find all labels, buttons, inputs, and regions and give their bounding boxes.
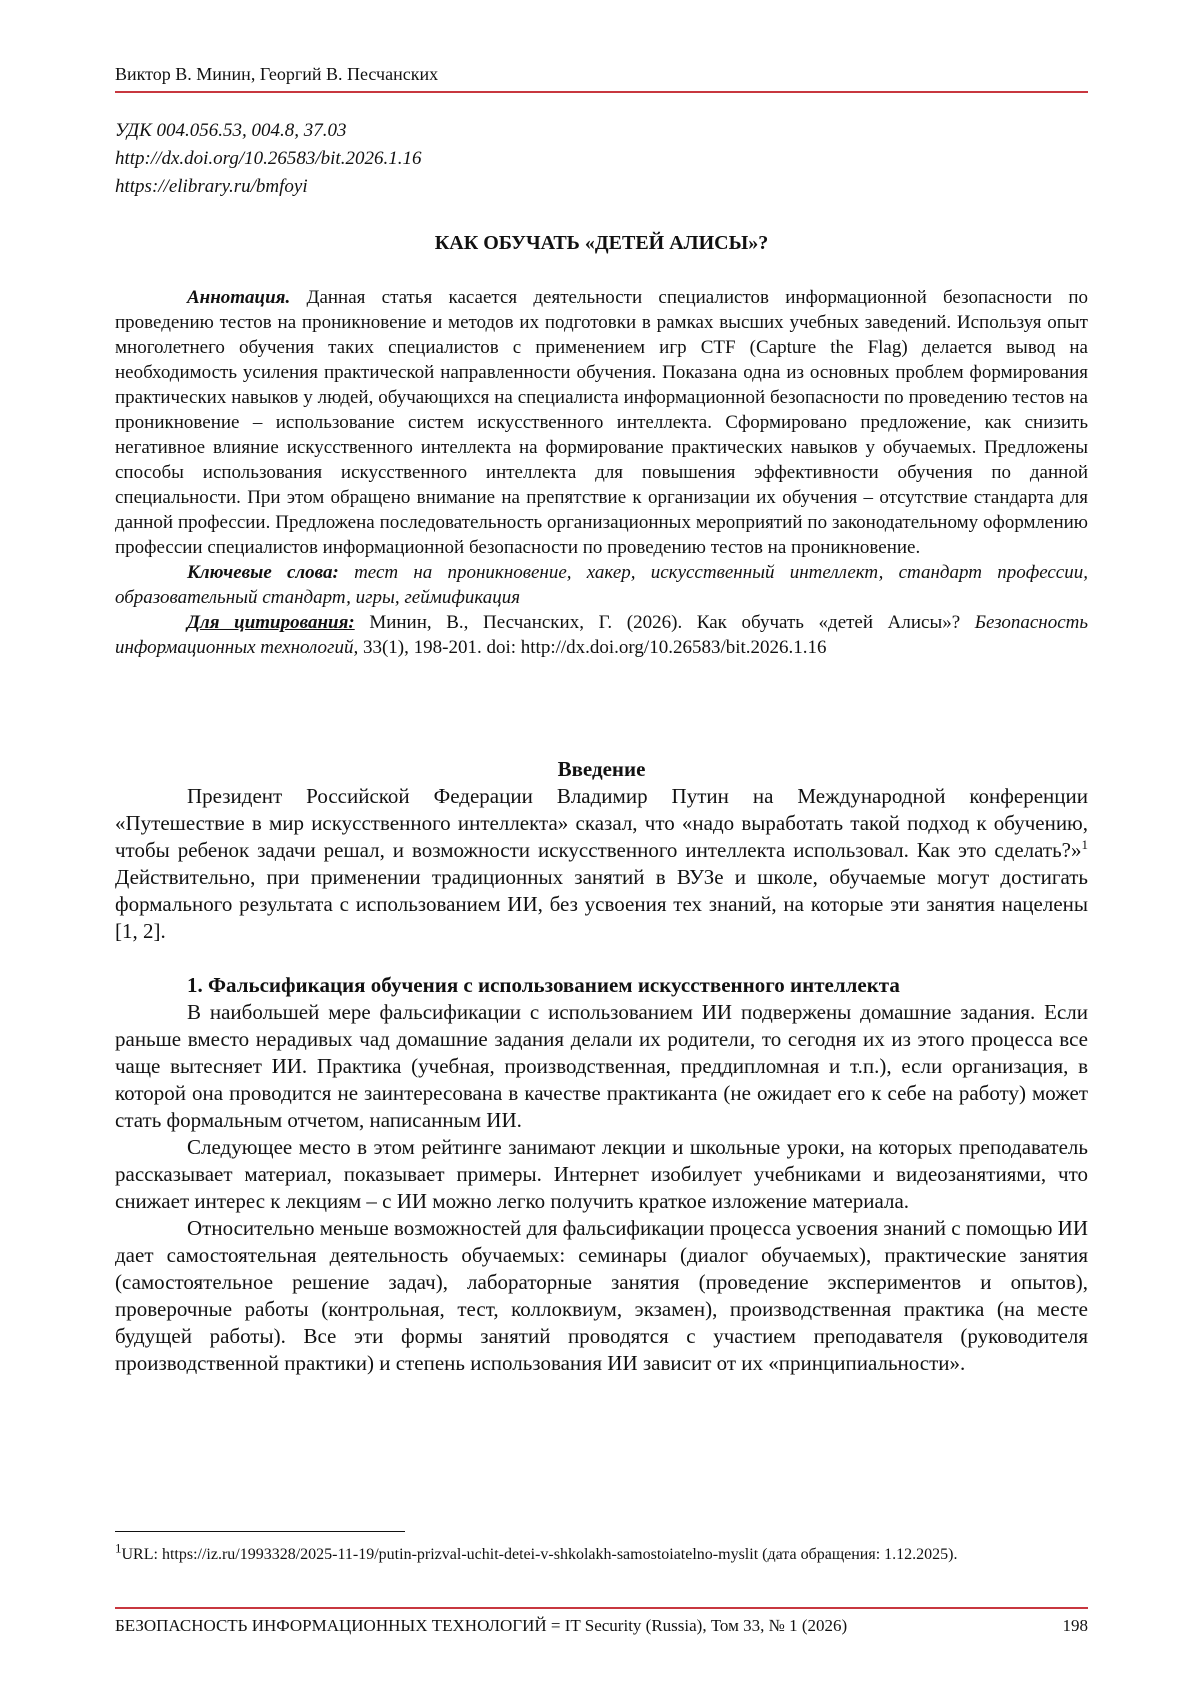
footnote-reference[interactable]: 1 bbox=[1081, 837, 1088, 852]
abstract-block bbox=[115, 285, 1088, 660]
elibrary-link[interactable]: https://elibrary.ru/bmfoyi bbox=[115, 176, 308, 197]
page-number: 198 bbox=[1062, 1616, 1088, 1635]
abstract-text: Данная статья касается деятельности специалистов информационной безопасности по проведению тестов на проникновение и методов их подготовки в рамках высших учебных заведений. Используя опыт многолетнего обучения таких специалистов с применением игр CTF (Capture the Flag) делается вывод на необходимость усиления практической направленности обучения. Показана одна из основных проблем формирования практических навыков у людей, обучающихся на специалиста информационной безопасности по проведению тестов на проникновение – использование систем искусственного интеллекта. Сформировано предложение, как снизить негативное влияние искусственного интеллекта на формирование практических навыков у обучаемых. Предложены способы использования искусственного интеллекта для повышения эффективности обучения по данной специальности. При этом обращено внимание на препятствие к организации их обучения – отсутствие стандарта для данной профессии. Предложена последовательность организационных мероприятий по законодательному оформлению профессии специалистов информационной безопасности по проведению тестов на проникновение. bbox=[115, 287, 1088, 558]
keywords-text: тест на проникновение, хакер, искусственный интеллект, стандарт профессии, образовательный стандарт, игры, геймификация bbox=[115, 562, 1088, 608]
section-1-paragraph: В наибольшей мере фальсификации с использованием ИИ подвержены домашние задания. Если раньше вместо нерадивых чад домашние задания делали их родители, то сегодня их из этого процесса все чаще вытесняет ИИ. Практика (учебная, производственная, преддипломная и т.п.), если организация, в которой она проводится не заинтересована в качестве практиканта (не ожидает его к себе на работу) может стать формальным отчетом, написанным ИИ. bbox=[115, 1000, 1088, 1132]
running-head-authors: Виктор В. Минин, Георгий В. Песчанских bbox=[115, 64, 439, 84]
footnote-mark: 1 bbox=[115, 1540, 122, 1556]
section-1-heading: 1. Фальсификация обучения с использованием искусственного интеллекта bbox=[187, 973, 900, 997]
citation-journal: Безопасность информационных технологий, bbox=[115, 612, 1088, 658]
intro-text-1: Президент Российской Федерации Владимир Путин на Международной конференции «Путешествие в мир искусственного интеллекта» сказал, что «надо выработать такой подход к обучению, чтобы ребенок задачи решал, и возможности искусственного интеллекта использовал. Как это сделать?» bbox=[115, 784, 1088, 862]
footnote-text[interactable]: URL: https://iz.ru/1993328/2025-11-19/putin-prizval-uchit-detei-v-shkolakh-samostoiatelno-myslit (дата обращения: 1.12.2025). bbox=[121, 1546, 958, 1563]
section-1-paragraph: Следующее место в этом рейтинге занимают лекции и школьные уроки, на которых преподаватель рассказывает материал, показывает примеры. Интернет изобилует учебниками и видеозанятиями, что снижает интерес к лекциям – с ИИ можно легко получить краткое изложение материала. bbox=[115, 1135, 1088, 1213]
abstract-paragraph bbox=[115, 285, 1088, 560]
article-title: КАК ОБУЧАТЬ «ДЕТЕЙ АЛИСЫ»? bbox=[434, 232, 769, 254]
intro-heading: Введение bbox=[557, 757, 646, 781]
footer-journal: БЕЗОПАСНОСТЬ ИНФОРМАЦИОННЫХ ТЕХНОЛОГИЙ = IT Security (Russia), Том 33, № 1 (2026) bbox=[115, 1616, 848, 1635]
footnote-divider bbox=[115, 1531, 405, 1532]
article-meta bbox=[115, 117, 421, 201]
citation-text-before: Минин, В., Песчанских, Г. (2026). Как обучать «детей Алисы»? bbox=[354, 612, 975, 633]
citation-paragraph bbox=[115, 610, 1088, 660]
footnote bbox=[115, 1540, 1088, 1566]
section-1-paragraph: Относительно меньше возможностей для фальсификации процесса усвоения знаний с помощью ИИ дает самостоятельная деятельность обучаемых: семинары (диалог обучаемых), практические занятия (самостоятельное решение задач), лабораторные занятия (проведение экспериментов и опытов), проверочные работы (контрольная, тест, коллоквиум, экзамен), производственная практика (на месте будущей работы). Все эти формы занятий проводятся с участием преподавателя (руководителя производственной практики) и степень использования ИИ зависит от их «принципиальности». bbox=[115, 1216, 1088, 1375]
doi-link[interactable]: http://dx.doi.org/10.26583/bit.2026.1.16 bbox=[115, 148, 422, 169]
footer-divider bbox=[115, 1607, 1088, 1609]
keywords-paragraph bbox=[115, 560, 1088, 610]
citation-text-after: 33(1), 198-201. doi: http://dx.doi.org/10.26583/bit.2026.1.16 bbox=[358, 637, 827, 658]
citation-label: Для цитирования: bbox=[187, 612, 355, 633]
article-body bbox=[115, 756, 1088, 1377]
intro-paragraph bbox=[115, 783, 1088, 945]
abstract-label: Аннотация. bbox=[187, 287, 291, 308]
keywords-label: Ключевые слова: bbox=[187, 562, 339, 583]
udk-code: УДК 004.056.53, 004.8, 37.03 bbox=[115, 120, 347, 141]
header-divider bbox=[115, 91, 1088, 93]
intro-text-2: Действительно, при применении традиционных занятий в ВУЗе и школе, обучаемые могут достигать формального результата с использованием ИИ, без усвоения тех знаний, на которые эти занятия нацелены [1, 2]. bbox=[115, 865, 1088, 943]
